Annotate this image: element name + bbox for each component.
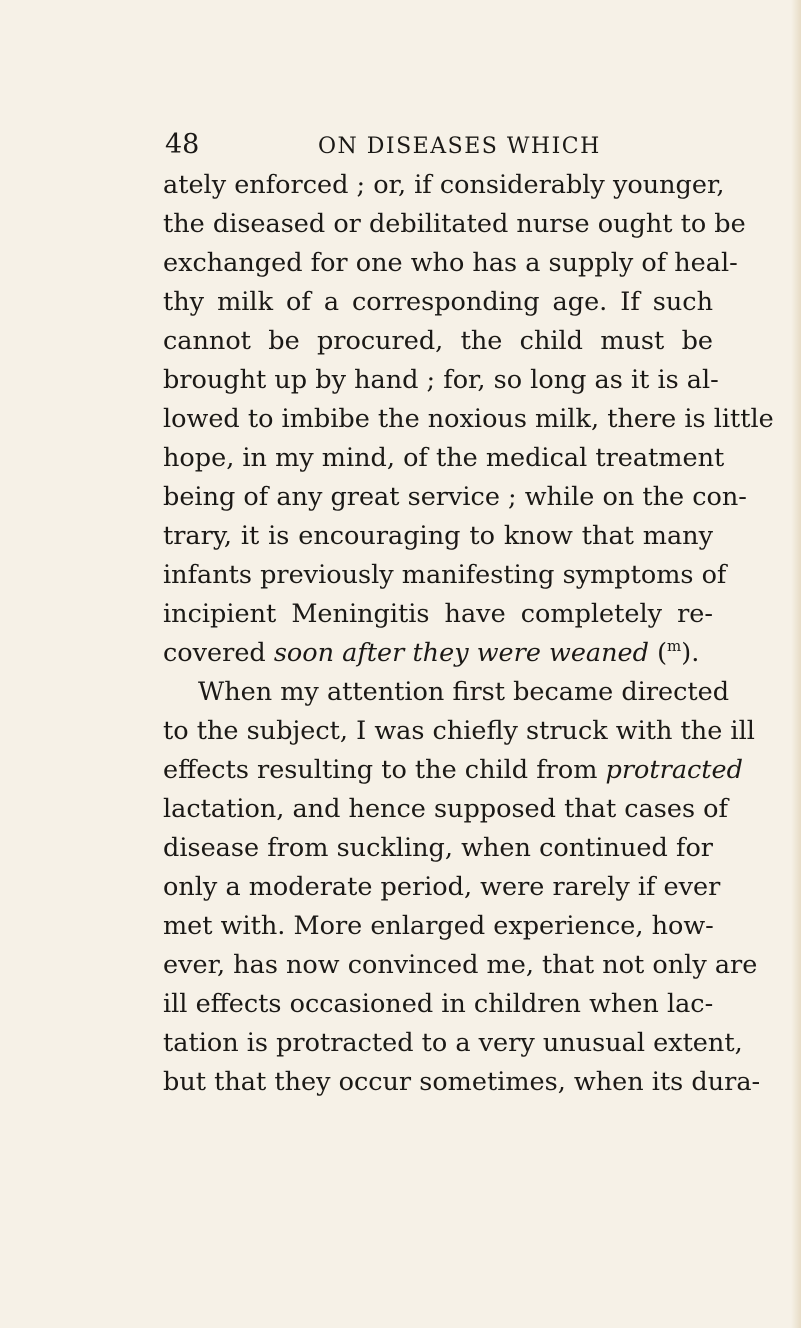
- body-text: [163, 166, 774, 1102]
- text-line: but that they occur sometimes, when its dura-: [163, 1067, 761, 1097]
- text-segment: (: [648, 638, 668, 668]
- text-segment: effects resulting to the child from: [163, 755, 606, 785]
- page-edge-shadow: [791, 0, 801, 1328]
- text-line: disease from suckling, when continued for: [163, 833, 713, 863]
- italic-phrase: soon after they were weaned: [273, 638, 649, 668]
- text-line: incipient Meningitis have completely re-: [163, 599, 713, 629]
- text-line-paragraph-start: When my attention first became directed: [198, 677, 730, 707]
- text-line-paragraph-end: [163, 634, 713, 673]
- footnote-marker: m: [667, 637, 682, 655]
- page-number: 48: [165, 129, 200, 160]
- text-line: [163, 751, 743, 790]
- text-line: only a moderate period, were rarely if ever: [163, 872, 721, 902]
- text-line: hope, in my mind, of the medical treatment: [163, 443, 725, 473]
- text-line: lowed to imbibe the noxious milk, there is little: [163, 404, 774, 434]
- text-line: to the subject, I was chiefly struck with the ill: [163, 716, 755, 746]
- text-segment: ).: [681, 638, 700, 668]
- running-title: ON DISEASES WHICH: [318, 134, 601, 159]
- text-line: exchanged for one who has a supply of heal-: [163, 248, 738, 278]
- text-line: lactation, and hence supposed that cases of: [163, 794, 728, 824]
- text-line: ill effects occasioned in children when lac-: [163, 989, 714, 1019]
- text-line: infants previously manifesting symptoms of: [163, 560, 727, 590]
- italic-phrase: protracted: [605, 755, 743, 785]
- text-line: tation is protracted to a very unusual extent,: [163, 1028, 743, 1058]
- text-line: ever, has now convinced me, that not only are: [163, 950, 758, 980]
- text-line: being of any great service ; while on the con-: [163, 482, 747, 512]
- text-line: cannot be procured, the child must be: [163, 326, 713, 356]
- text-line: the diseased or debilitated nurse ought to be: [163, 209, 746, 239]
- text-line: ately enforced ; or, if considerably younger,: [163, 170, 725, 200]
- text-line: brought up by hand ; for, so long as it is al-: [163, 365, 719, 395]
- text-line: trary, it is encouraging to know that many: [163, 521, 713, 551]
- text-segment: covered: [163, 638, 274, 668]
- text-line: thy milk of a corresponding age. If such: [163, 287, 713, 317]
- text-line: met with. More enlarged experience, how-: [163, 911, 714, 941]
